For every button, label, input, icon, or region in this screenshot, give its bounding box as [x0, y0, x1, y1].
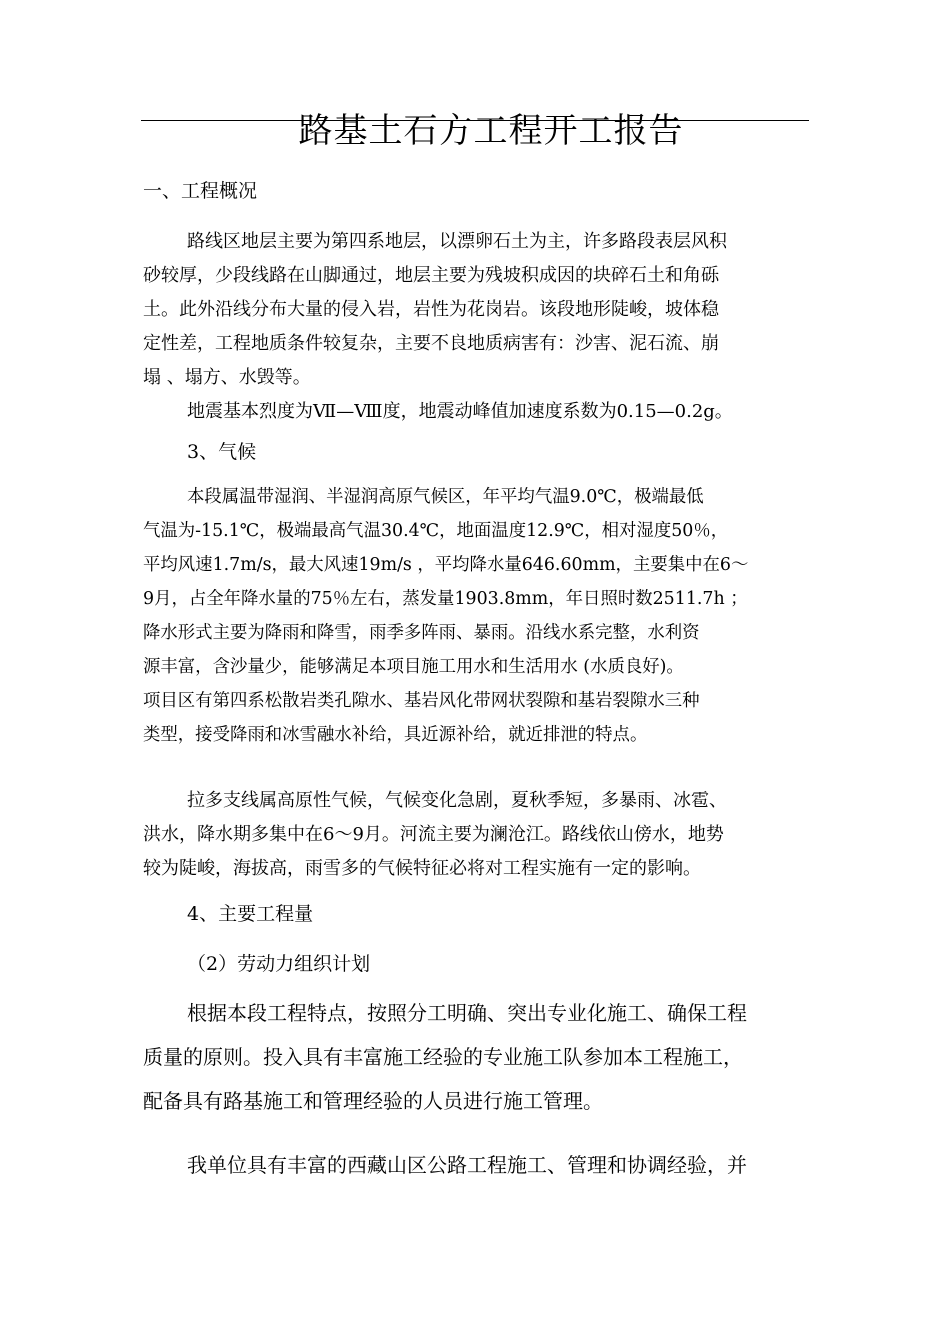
paragraph-line: 定性差，工程地质条件较复杂，主要不良地质病害有：沙害、泥石流、崩 — [143, 333, 719, 354]
paragraph-line: 质量的原则。投入具有丰富施工经验的专业施工队参加本工程施工， — [143, 1045, 743, 1069]
paragraph-line: 拉多支线属高原性气候，气候变化急剧，夏秋季短，多暴雨、冰雹、 — [187, 790, 727, 811]
paragraph-seismic — [187, 395, 733, 429]
section-heading-quantities: 4、主要工程量 — [187, 903, 314, 925]
paragraph-line: 我单位具有丰富的西藏山区公路工程施工、管理和协调经验，并 — [187, 1153, 747, 1177]
paragraph-line: 类型，接受降雨和冰雪融水补给，具近源补给，就近排泄的特点。 — [143, 725, 648, 745]
paragraph-line: 9月，占全年降水量的75％左右，蒸发量1903.8mm，年日照时数2511.7h ； — [143, 589, 748, 609]
section-heading-overview: 一、工程概况 — [143, 180, 258, 202]
document-title: 路基土石方工程开工报告 — [298, 111, 684, 151]
paragraph-line: 地震基本烈度为Ⅶ—Ⅷ度，地震动峰值加速度系数为0.15—0.2g。 — [187, 401, 733, 422]
section-heading-climate: 3、气候 — [187, 441, 257, 463]
paragraph-labor — [143, 991, 747, 1123]
paragraph-branch-line — [143, 784, 727, 886]
paragraph-line: 塌 、塌方、水毁等。 — [143, 367, 311, 388]
paragraph-line: 平均风速1.7m/s，最大风速19m/s ，平均降水量646.60mm，主要集中在6～ — [143, 555, 749, 575]
paragraph-line: 项目区有第四系松散岩类孔隙水、基岩风化带网状裂隙和基岩裂隙水三种 — [143, 691, 700, 711]
paragraph-line: 洪水，降水期多集中在6～9月。河流主要为澜沧江。路线依山傍水，地势 — [143, 824, 724, 845]
paragraph-line: 砂较厚，少段线路在山脚通过，地层主要为残坡积成因的块碎石土和角砾 — [143, 265, 719, 286]
paragraph-line: 气温为-15.1℃，极端最高气温30.4℃，地面温度12.9℃，相对湿度50％， — [143, 521, 729, 541]
paragraph-line: 较为陡峻，海拔高，雨雪多的气候特征必将对工程实施有一定的影响。 — [143, 858, 701, 879]
paragraph-line: 本段属温带湿润、半湿润高原气候区，年平均气温9.0℃，极端最低 — [187, 487, 704, 507]
paragraph-line: 降水形式主要为降雨和降雪，雨季多阵雨、暴雨。沿线水系完整，水利资 — [143, 623, 700, 643]
paragraph-climate — [143, 480, 748, 752]
paragraph-line: 路线区地层主要为第四系地层，以漂卵石土为主，许多路段表层风积 — [187, 231, 727, 252]
paragraph-unit — [143, 1143, 747, 1187]
section-heading-labor: （2）劳动力组织计划 — [187, 953, 371, 975]
paragraph-geology — [143, 225, 727, 395]
paragraph-line: 根据本段工程特点，按照分工明确、突出专业化施工、确保工程 — [187, 1001, 747, 1025]
paragraph-line: 配备具有路基施工和管理经验的人员进行施工管理。 — [143, 1089, 603, 1113]
paragraph-line: 源丰富，含沙量少，能够满足本项目施工用水和生活用水 (水质良好)。 — [143, 657, 684, 677]
paragraph-line: 土。此外沿线分布大量的侵入岩，岩性为花岗岩。该段地形陡峻，坡体稳 — [143, 299, 719, 320]
